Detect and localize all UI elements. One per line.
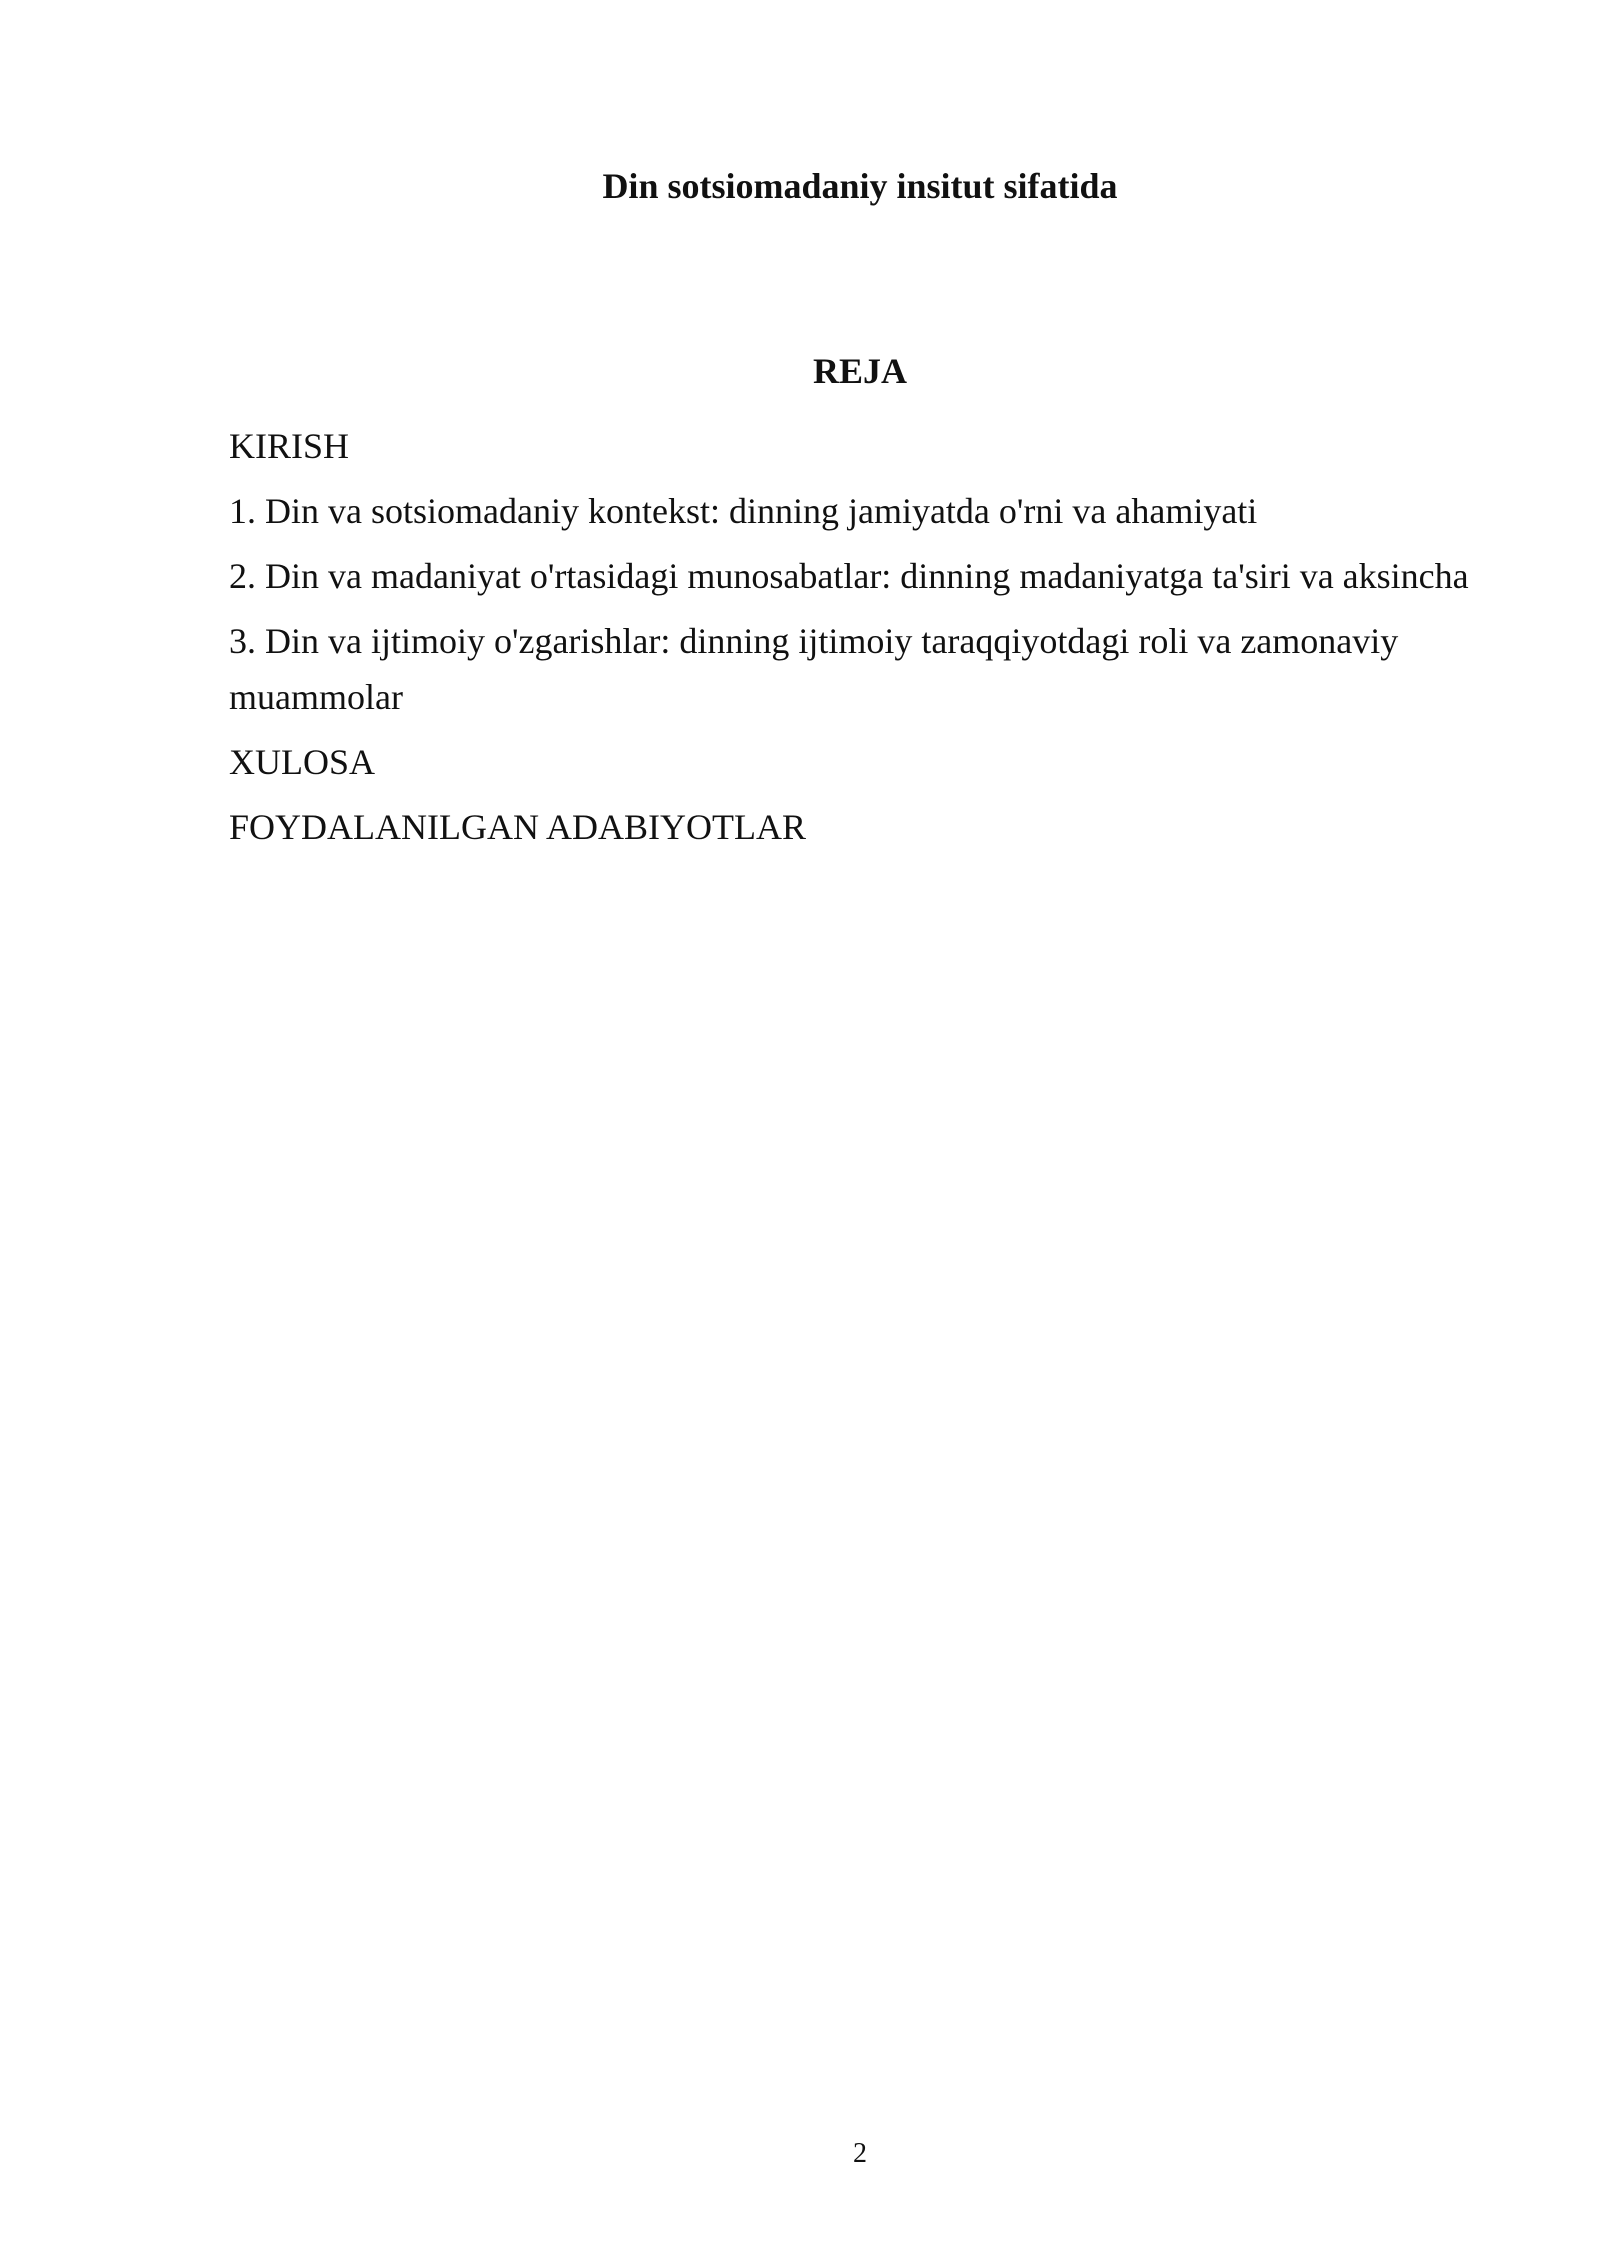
- page-number: 2: [853, 2138, 867, 2169]
- plan-list: [229, 418, 1469, 864]
- plan-item-references: FOYDALANILGAN ADABIYOTLAR: [229, 807, 806, 847]
- document-title: Din sotsiomadaniy insitut sifatida: [602, 166, 1118, 206]
- plan-item-1: 1. Din va sotsiomadaniy kontekst: dinning jamiyatda o'rni va ahamiyati: [229, 491, 1258, 531]
- plan-item-2: 2. Din va madaniyat o'rtasidagi munosabatlar: dinning madaniyatga ta'siri va aksincha: [229, 556, 1469, 596]
- plan-item-conclusion: XULOSA: [229, 742, 376, 782]
- plan-heading: REJA: [812, 351, 907, 391]
- plan-item-introduction: KIRISH: [229, 426, 350, 466]
- plan-item-3: 3. Din va ijtimoiy o'zgarishlar: dinning ijtimoiy taraqqiyotdagi roli va zamonaviy muammolar: [229, 621, 1399, 717]
